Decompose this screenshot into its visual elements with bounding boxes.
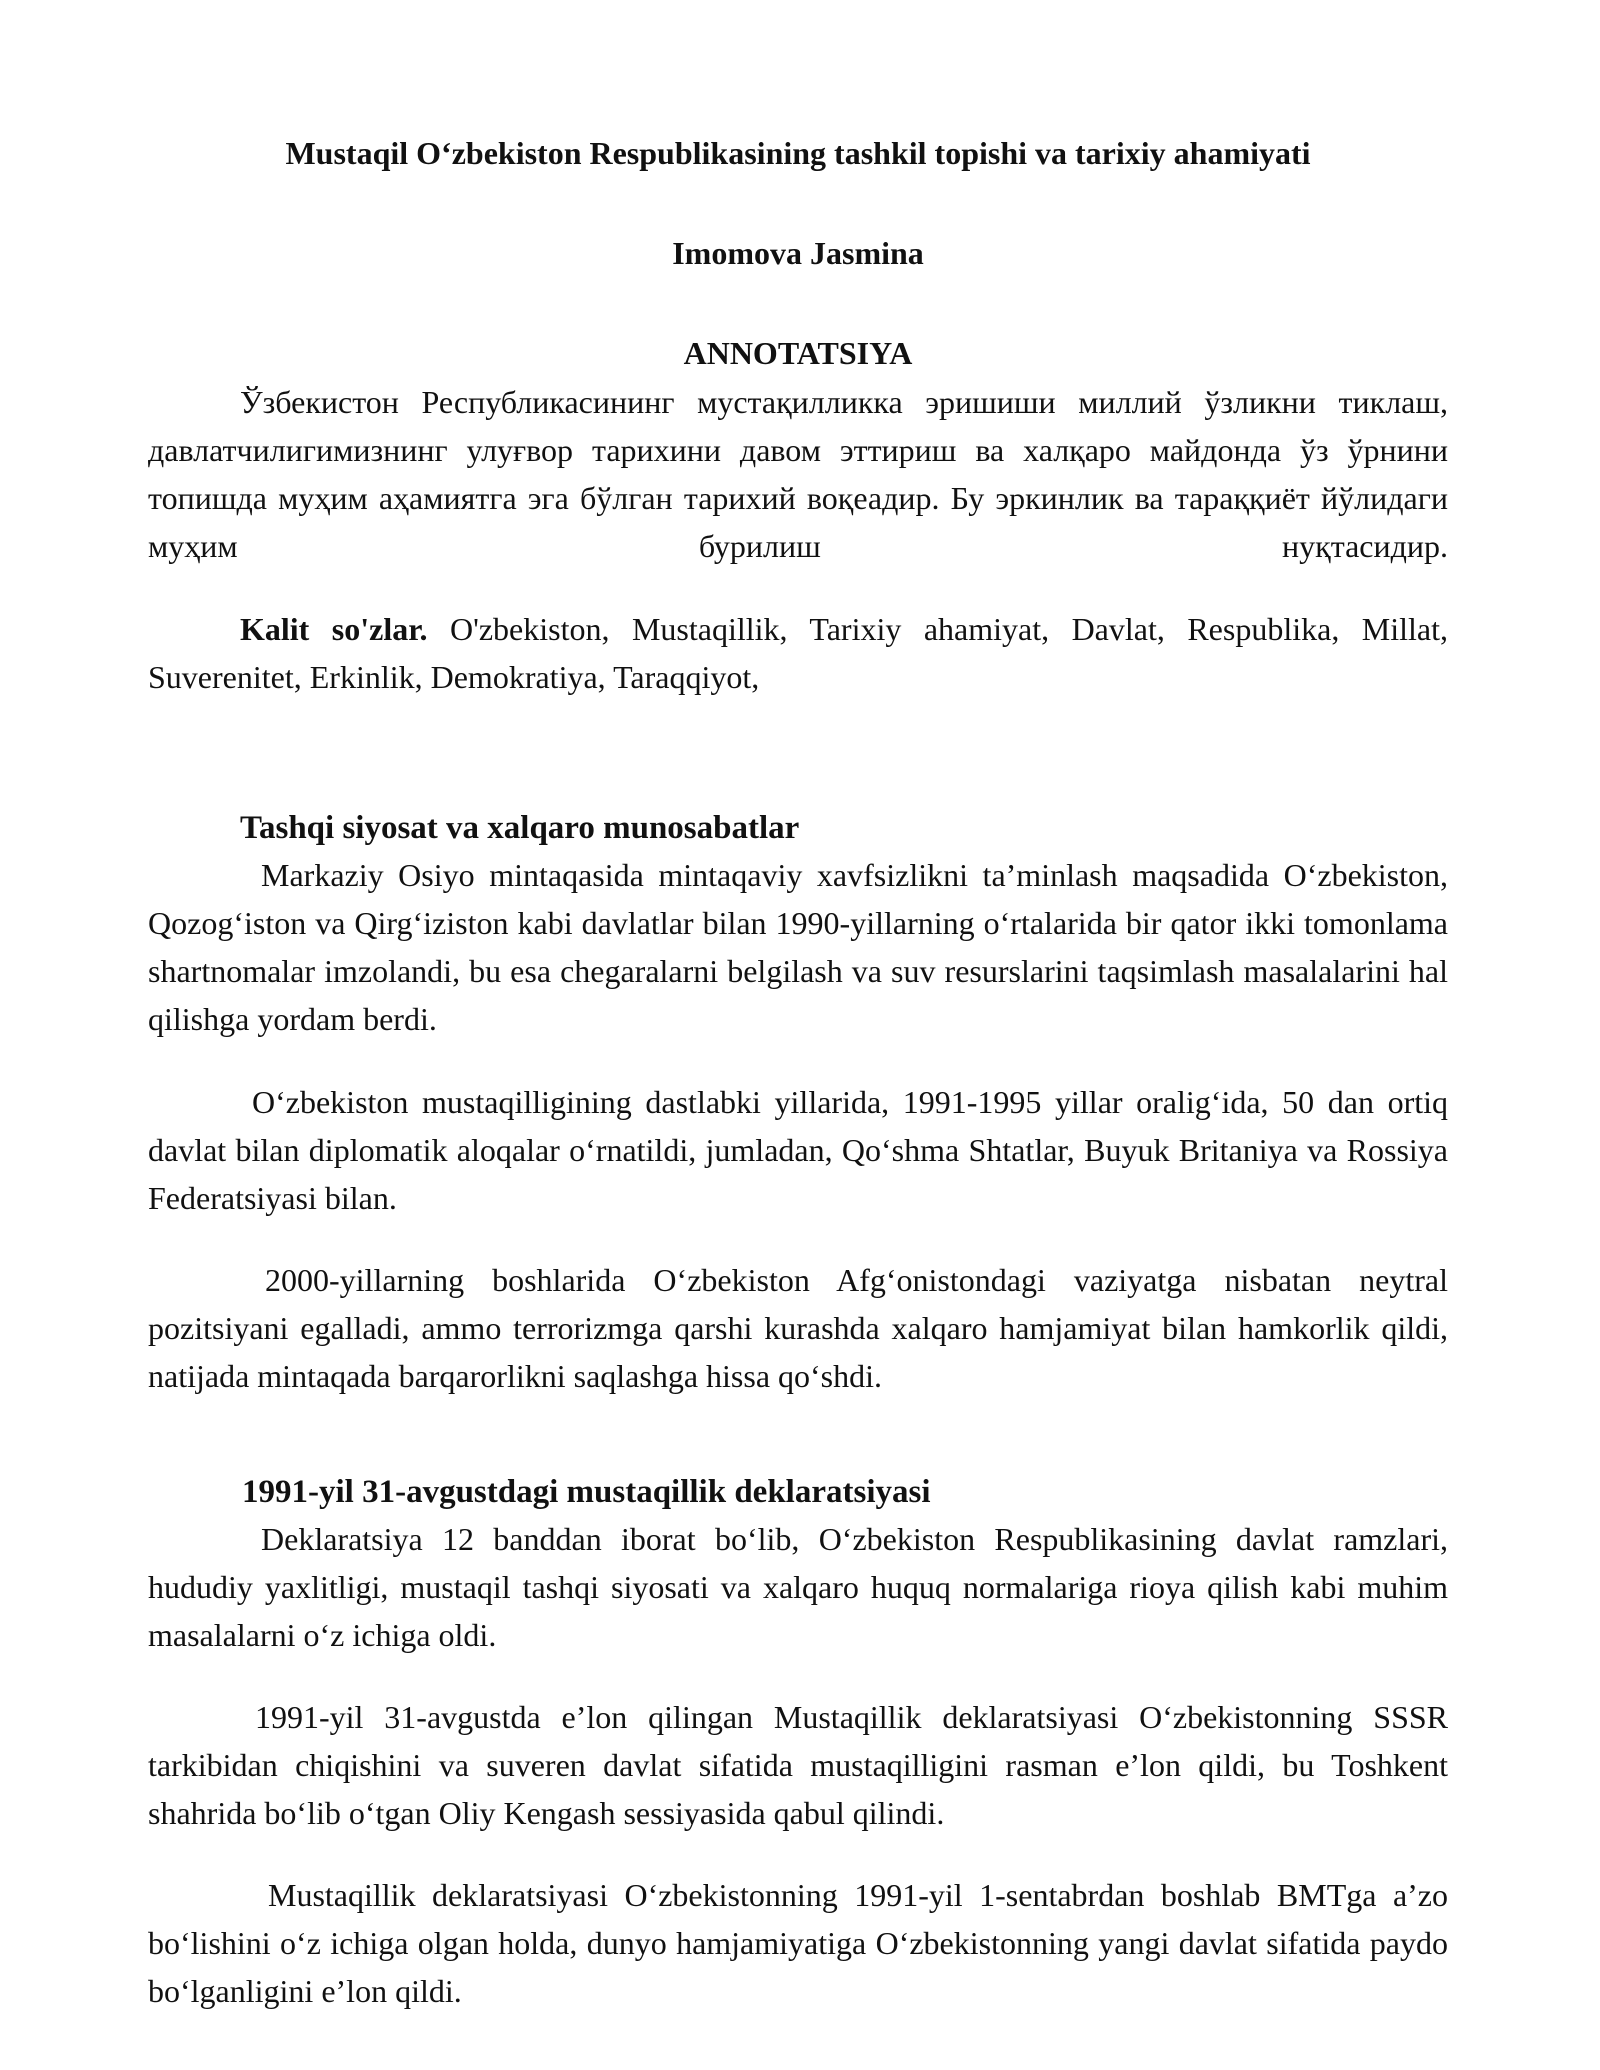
section-heading-declaration: 1991-yil 31-avgustdagi mustaqillik deklaratsiyasi (242, 1474, 931, 1510)
author-name: Imomova Jasmina (672, 235, 924, 271)
document-title: Mustaqil O‘zbekiston Respublikasining tashkil topishi va tarixiy ahamiyati (285, 135, 1311, 171)
section-heading-foreign-policy: Tashqi siyosat va xalqaro munosabatlar (240, 810, 800, 846)
annotation-paragraph: Ўзбекистон Республикасининг мустақилликка эришиши миллий ўзликни тиклаш, давлатчилигимизнинг улуғвор тарихини давом эттириш ва халқаро майдонда ўз ўрнини топишда муҳим аҳамиятга эга бўлган тарихий воқеадир. Бу эркинлик ва тараққиёт йўлидаги муҳим бурилиш нуқтасидир. (148, 384, 1448, 564)
section1-paragraph-2: O‘zbekiston mustaqilligining dastlabki yillarida, 1991-1995 yillar oralig‘ida, 50 dan ortiq davlat bilan diplomatik aloqalar o‘rnatildi, jumladan, Qo‘shma Shtatlar, Buyuk Britaniya va Rossiya Federatsiyasi bilan. (148, 1084, 1448, 1216)
keywords-text: O'zbekiston, Mustaqillik, Tarixiy ahamiyat, Davlat, Respublika, Millat, Suverenitet, Erkinlik, Demokratiya, Taraqqiyot, (148, 611, 1449, 695)
keywords-label: Kalit so'zlar. (240, 611, 428, 647)
annotation-heading: ANNOTATSIYA (683, 335, 913, 371)
keywords-paragraph (148, 605, 1448, 701)
section2-paragraph-2: 1991-yil 31-avgustda e’lon qilingan Mustaqillik deklaratsiyasi O‘zbekistonning SSSR tarkibidan chiqishini va suveren davlat sifatida mustaqilligini rasman e’lon qildi, bu Toshkent shahrida bo‘lib o‘tgan Oliy Kengash sessiyasida qabul qilindi. (148, 1699, 1448, 1831)
section2-paragraph-3: Mustaqillik deklaratsiyasi O‘zbekistonning 1991-yil 1-sentabrdan boshlab BMTga a’zo bo‘lishini o‘z ichiga olgan holda, dunyo hamjamiyatiga O‘zbekistonning yangi davlat sifatida paydo bo‘lganligini e’lon qildi. (148, 1877, 1448, 2009)
section1-paragraph-3: 2000-yillarning boshlarida O‘zbekiston Afg‘onistondagi vaziyatga nisbatan neytral pozitsiyani egalladi, ammo terrorizmga qarshi kurashda xalqaro hamjamiyat bilan hamkorlik qildi, natijada mintaqada barqarorlikni saqlashga hissa qo‘shdi. (148, 1262, 1448, 1394)
section1-paragraph-1: Markaziy Osiyo mintaqasida mintaqaviy xavfsizlikni ta’minlash maqsadida O‘zbekiston, Qozog‘iston va Qirg‘iziston kabi davlatlar bilan 1990-yillarning o‘rtalarida bir qator ikki tomonlama shartnomalar imzolandi, bu esa chegaralarni belgilash va suv resurslarini taqsimlash masalalarini hal qilishga yordam berdi. (148, 857, 1448, 1037)
section2-paragraph-1: Deklaratsiya 12 banddan iborat bo‘lib, O‘zbekiston Respublikasining davlat ramzlari, hududiy yaxlitligi, mustaqil tashqi siyosati va xalqaro huquq normalariga rioya qilish kabi muhim masalalarni o‘z ichiga oldi. (148, 1521, 1448, 1653)
